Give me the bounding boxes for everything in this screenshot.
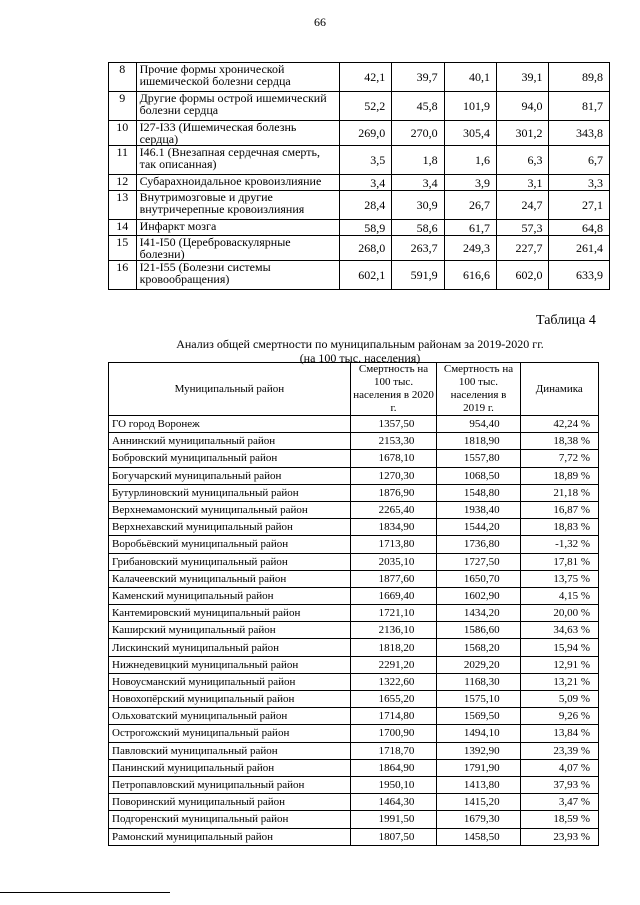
row-number: 11 — [109, 146, 137, 175]
district-name: Верхнемамонский муниципальный район — [109, 501, 351, 518]
value-cell: 39,7 — [392, 63, 444, 92]
value-cell: 301,2 — [497, 121, 549, 146]
value-cell: 45,8 — [392, 92, 444, 121]
mortality-2019: 1575,10 — [437, 691, 520, 708]
district-name: Павловский муниципальный район — [109, 742, 351, 759]
value-cell: 268,0 — [339, 236, 391, 261]
mortality-2020: 1950,10 — [350, 776, 437, 793]
dynamics-value: 42,24 % — [520, 416, 598, 433]
table-row — [109, 691, 599, 708]
value-cell: 81,7 — [549, 92, 610, 121]
value-cell: 3,1 — [497, 175, 549, 191]
mortality-2019: 1586,60 — [437, 622, 520, 639]
value-cell: 26,7 — [444, 191, 496, 220]
row-number: 14 — [109, 220, 137, 236]
value-cell: 263,7 — [392, 236, 444, 261]
table-row — [109, 708, 599, 725]
mortality-2019: 1068,50 — [437, 467, 520, 484]
mortality-2019: 1494,10 — [437, 725, 520, 742]
mortality-2020: 1864,90 — [350, 759, 437, 776]
table-row — [109, 450, 599, 467]
district-name: Кантемировский муниципальный район — [109, 605, 351, 622]
table-row — [109, 121, 610, 146]
mortality-2019: 1568,20 — [437, 639, 520, 656]
cause-name: I41-I50 (Цереброваскулярные болезни) — [136, 236, 339, 261]
row-number: 13 — [109, 191, 137, 220]
value-cell: 602,1 — [339, 261, 391, 290]
table-title-main: Анализ общей смертности по муниципальным районам за 2019-2020 гг. — [176, 337, 544, 351]
district-name: Воробьёвский муниципальный район — [109, 536, 351, 553]
table-row — [109, 605, 599, 622]
district-name: Каширский муниципальный район — [109, 622, 351, 639]
table-row — [109, 553, 599, 570]
mortality-2020: 1270,30 — [350, 467, 437, 484]
district-name: Богучарский муниципальный район — [109, 467, 351, 484]
value-cell: 101,9 — [444, 92, 496, 121]
dynamics-value: 34,63 % — [520, 622, 598, 639]
dynamics-value: 18,83 % — [520, 519, 598, 536]
value-cell: 6,3 — [497, 146, 549, 175]
mortality-causes-table — [108, 62, 610, 290]
cause-name: I46.1 (Внезапная сердечная смерть, так описанная) — [136, 146, 339, 175]
dynamics-value: 23,93 % — [520, 828, 598, 845]
dynamics-value: 18,89 % — [520, 467, 598, 484]
value-cell: 261,4 — [549, 236, 610, 261]
district-name: Петропавловский муниципальный район — [109, 776, 351, 793]
district-name: Подгоренский муниципальный район — [109, 811, 351, 828]
dynamics-value: 20,00 % — [520, 605, 598, 622]
mortality-2020: 1818,20 — [350, 639, 437, 656]
value-cell: 305,4 — [444, 121, 496, 146]
mortality-2020: 1876,90 — [350, 484, 437, 501]
dynamics-value: 5,09 % — [520, 691, 598, 708]
mortality-2020: 2291,20 — [350, 656, 437, 673]
value-cell: 3,4 — [392, 175, 444, 191]
mortality-2019: 1413,80 — [437, 776, 520, 793]
value-cell: 61,7 — [444, 220, 496, 236]
row-number: 15 — [109, 236, 137, 261]
dynamics-value: 4,07 % — [520, 759, 598, 776]
district-mortality-table — [108, 362, 599, 846]
dynamics-value: 37,93 % — [520, 776, 598, 793]
district-name: Панинский муниципальный район — [109, 759, 351, 776]
value-cell: 1,6 — [444, 146, 496, 175]
mortality-2020: 1834,90 — [350, 519, 437, 536]
mortality-2020: 1700,90 — [350, 725, 437, 742]
district-name: Нижнедевицкий муниципальный район — [109, 656, 351, 673]
district-name: Аннинский муниципальный район — [109, 433, 351, 450]
table-row — [109, 570, 599, 587]
dynamics-value: 4,15 % — [520, 587, 598, 604]
mortality-2020: 2136,10 — [350, 622, 437, 639]
dynamics-value: 3,47 % — [520, 794, 598, 811]
value-cell: 6,7 — [549, 146, 610, 175]
value-cell: 30,9 — [392, 191, 444, 220]
value-cell: 39,1 — [497, 63, 549, 92]
value-cell: 28,4 — [339, 191, 391, 220]
dynamics-value: 15,94 % — [520, 639, 598, 656]
cause-name: Субарахноидальное кровоизлияние — [136, 175, 339, 191]
table-row — [109, 673, 599, 690]
table-row — [109, 92, 610, 121]
cause-name: I21-I55 (Болезни системы кровообращения) — [136, 261, 339, 290]
mortality-2019: 954,40 — [437, 416, 520, 433]
table-row — [109, 175, 610, 191]
district-name: Лискинский муниципальный район — [109, 639, 351, 656]
value-cell: 591,9 — [392, 261, 444, 290]
district-name: Рамонский муниципальный район — [109, 828, 351, 845]
row-number: 12 — [109, 175, 137, 191]
dynamics-value: 16,87 % — [520, 501, 598, 518]
mortality-2020: 1655,20 — [350, 691, 437, 708]
header-dynamics: Динамика — [520, 363, 598, 416]
mortality-2020: 2265,40 — [350, 501, 437, 518]
row-number: 8 — [109, 63, 137, 92]
mortality-2019: 1791,90 — [437, 759, 520, 776]
row-number: 16 — [109, 261, 137, 290]
mortality-2020: 1807,50 — [350, 828, 437, 845]
district-name: Новоусманский муниципальный район — [109, 673, 351, 690]
district-name: Острогожский муниципальный район — [109, 725, 351, 742]
mortality-2019: 1544,20 — [437, 519, 520, 536]
table-row — [109, 191, 610, 220]
table-row — [109, 794, 599, 811]
table-row — [109, 484, 599, 501]
value-cell: 3,4 — [339, 175, 391, 191]
table-header-row — [109, 363, 599, 416]
district-name: Поворинский муниципальный район — [109, 794, 351, 811]
value-cell: 270,0 — [392, 121, 444, 146]
mortality-2019: 1548,80 — [437, 484, 520, 501]
district-name: Новохопёрский муниципальный район — [109, 691, 351, 708]
mortality-2019: 1415,20 — [437, 794, 520, 811]
value-cell: 633,9 — [549, 261, 610, 290]
dynamics-value: 12,91 % — [520, 656, 598, 673]
value-cell: 58,6 — [392, 220, 444, 236]
mortality-2020: 1322,60 — [350, 673, 437, 690]
row-number: 9 — [109, 92, 137, 121]
value-cell: 40,1 — [444, 63, 496, 92]
dynamics-value: 17,81 % — [520, 553, 598, 570]
header-2020: Смертность на 100 тыс. населения в 2020 г. — [350, 363, 437, 416]
table-title — [110, 337, 610, 365]
value-cell: 1,8 — [392, 146, 444, 175]
table-row — [109, 536, 599, 553]
mortality-2019: 1736,80 — [437, 536, 520, 553]
table-row — [109, 146, 610, 175]
mortality-2020: 1714,80 — [350, 708, 437, 725]
table-label: Таблица 4 — [536, 313, 596, 328]
table-row — [109, 828, 599, 845]
mortality-2020: 1877,60 — [350, 570, 437, 587]
table-row — [109, 261, 610, 290]
mortality-2019: 1938,40 — [437, 501, 520, 518]
mortality-2020: 2035,10 — [350, 553, 437, 570]
mortality-2020: 2153,30 — [350, 433, 437, 450]
table-row — [109, 236, 610, 261]
value-cell: 94,0 — [497, 92, 549, 121]
mortality-2020: 1713,80 — [350, 536, 437, 553]
value-cell: 57,3 — [497, 220, 549, 236]
mortality-2019: 1818,90 — [437, 433, 520, 450]
dynamics-value: 18,38 % — [520, 433, 598, 450]
mortality-2019: 1727,50 — [437, 553, 520, 570]
table-row — [109, 220, 610, 236]
cause-name: Другие формы острой ишемический болезни сердца — [136, 92, 339, 121]
mortality-2020: 1718,70 — [350, 742, 437, 759]
value-cell: 602,0 — [497, 261, 549, 290]
table-row — [109, 776, 599, 793]
mortality-2019: 1650,70 — [437, 570, 520, 587]
table-row — [109, 759, 599, 776]
header-district: Муниципальный район — [109, 363, 351, 416]
dynamics-value: 13,75 % — [520, 570, 598, 587]
row-number: 10 — [109, 121, 137, 146]
mortality-2019: 2029,20 — [437, 656, 520, 673]
mortality-2019: 1458,50 — [437, 828, 520, 845]
value-cell: 42,1 — [339, 63, 391, 92]
table-row — [109, 63, 610, 92]
mortality-2020: 1464,30 — [350, 794, 437, 811]
value-cell: 24,7 — [497, 191, 549, 220]
table-row — [109, 416, 599, 433]
mortality-2019: 1557,80 — [437, 450, 520, 467]
district-name: Верхнехавский муниципальный район — [109, 519, 351, 536]
table-row — [109, 811, 599, 828]
dynamics-value: 23,39 % — [520, 742, 598, 759]
mortality-2019: 1569,50 — [437, 708, 520, 725]
table-row — [109, 656, 599, 673]
district-name: Грибановский муниципальный район — [109, 553, 351, 570]
value-cell: 3,5 — [339, 146, 391, 175]
district-name: Бобровский муниципальный район — [109, 450, 351, 467]
mortality-2020: 1669,40 — [350, 587, 437, 604]
table-row — [109, 622, 599, 639]
dynamics-value: 18,59 % — [520, 811, 598, 828]
cause-name: I27-I33 (Ишемическая болезнь сердца) — [136, 121, 339, 146]
value-cell: 52,2 — [339, 92, 391, 121]
dynamics-value: -1,32 % — [520, 536, 598, 553]
footnote-divider — [0, 892, 170, 893]
value-cell: 227,7 — [497, 236, 549, 261]
value-cell: 89,8 — [549, 63, 610, 92]
district-name: ГО город Воронеж — [109, 416, 351, 433]
district-name: Каменский муниципальный район — [109, 587, 351, 604]
mortality-2020: 1991,50 — [350, 811, 437, 828]
dynamics-value: 7,72 % — [520, 450, 598, 467]
table-row — [109, 519, 599, 536]
cause-name: Внутримозговые и другие внутричерепные кровоизлияния — [136, 191, 339, 220]
value-cell: 616,6 — [444, 261, 496, 290]
value-cell: 269,0 — [339, 121, 391, 146]
table-title-sub: (на 100 тыс. населения) — [299, 351, 421, 365]
district-name: Калачеевский муниципальный район — [109, 570, 351, 587]
mortality-2019: 1679,30 — [437, 811, 520, 828]
table-row — [109, 501, 599, 518]
mortality-2019: 1602,90 — [437, 587, 520, 604]
dynamics-value: 9,26 % — [520, 708, 598, 725]
table-row — [109, 467, 599, 484]
table-row — [109, 433, 599, 450]
dynamics-value: 13,21 % — [520, 673, 598, 690]
cause-name: Прочие формы хронической ишемической болезни сердца — [136, 63, 339, 92]
district-name: Бутурлиновский муниципальный район — [109, 484, 351, 501]
mortality-2020: 1721,10 — [350, 605, 437, 622]
value-cell: 64,8 — [549, 220, 610, 236]
mortality-2020: 1678,10 — [350, 450, 437, 467]
table-row — [109, 725, 599, 742]
table-row — [109, 742, 599, 759]
value-cell: 27,1 — [549, 191, 610, 220]
page-number: 66 — [314, 15, 326, 29]
value-cell: 249,3 — [444, 236, 496, 261]
dynamics-value: 13,84 % — [520, 725, 598, 742]
table-row — [109, 639, 599, 656]
mortality-2019: 1434,20 — [437, 605, 520, 622]
dynamics-value: 21,18 % — [520, 484, 598, 501]
mortality-2020: 1357,50 — [350, 416, 437, 433]
header-2019: Смертность на 100 тыс. населения в 2019 г. — [437, 363, 520, 416]
table-row — [109, 587, 599, 604]
cause-name: Инфаркт мозга — [136, 220, 339, 236]
value-cell: 343,8 — [549, 121, 610, 146]
mortality-2019: 1168,30 — [437, 673, 520, 690]
mortality-2019: 1392,90 — [437, 742, 520, 759]
value-cell: 3,3 — [549, 175, 610, 191]
district-name: Ольховатский муниципальный район — [109, 708, 351, 725]
value-cell: 58,9 — [339, 220, 391, 236]
value-cell: 3,9 — [444, 175, 496, 191]
